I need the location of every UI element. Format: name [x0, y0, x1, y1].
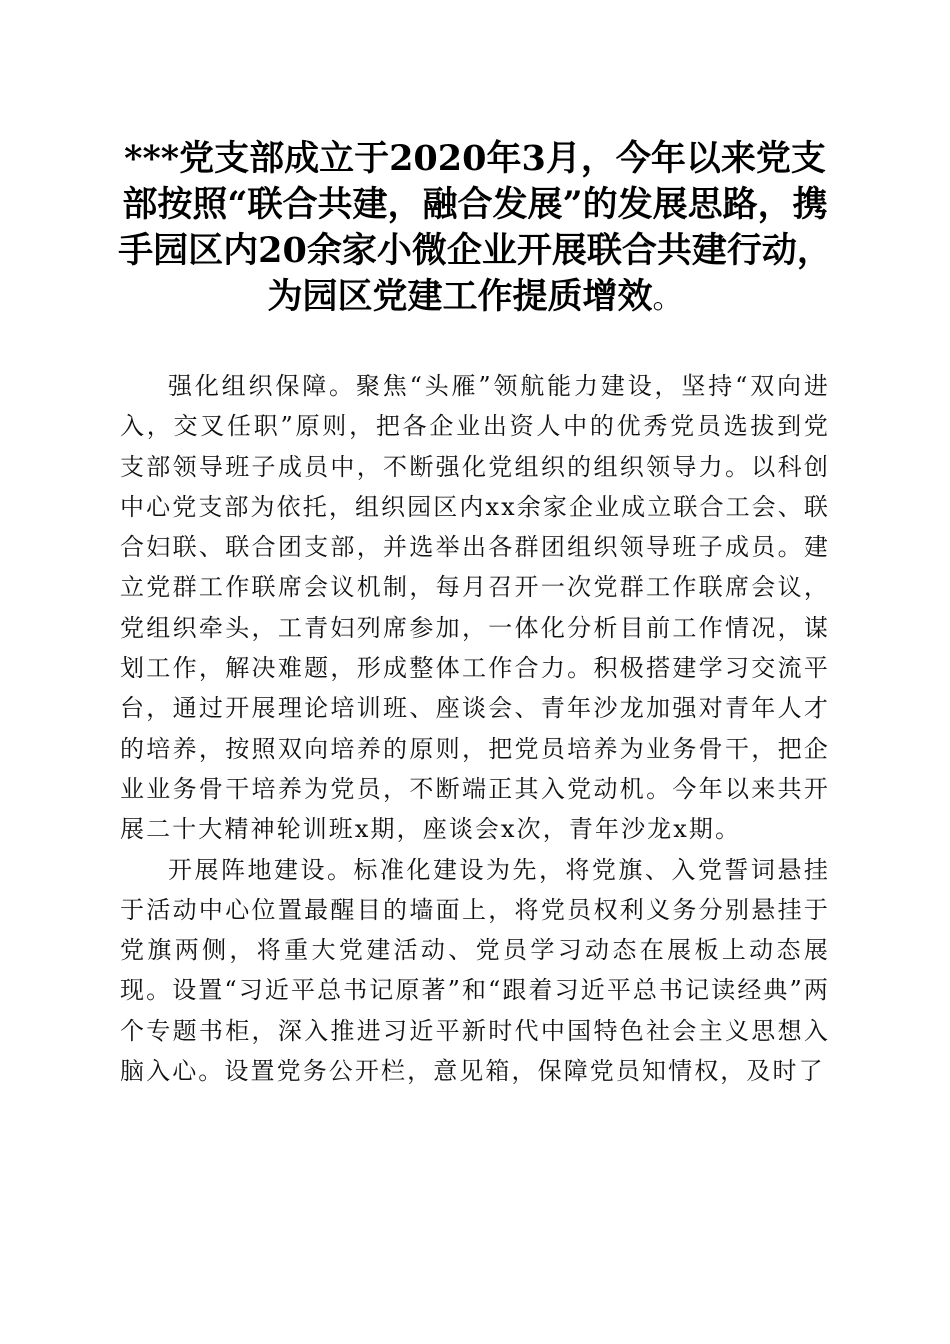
document-body [120, 366, 830, 1091]
paragraph-position-building: 开展阵地建设。标准化建设为先，将党旗、入党誓词悬挂于活动中心位置最醒目的墙面上，将党员权利义务分别悬挂于党旗两侧，将重大党建活动、党员学习动态在展板上动态展现。设置“习近平总书记原著”和“跟着习近平总书记读经典”两个专题书柜，深入推进习近平新时代中国特色社会主义思想入脑入心。设置党务公开栏，意见箱，保障党员知情权，及时了 [120, 855, 830, 1086]
title-end-punctuation: 。 [652, 281, 683, 316]
document-title [118, 136, 832, 322]
paragraph-organization: 强化组织保障。聚焦“头雁”领航能力建设，坚持“双向进入，交叉任职”原则，把各企业出资人中的优秀党员选拔到党支部领导班子成员中，不断强化党组织的组织领导力。以科创中心党支部为依托，组织园区内xx余家企业成立联合工会、联合妇联、联合团支部，并选举出各群团组织领导班子成员。建立党群工作联席会议机制，每月召开一次党群工作联席会议，党组织牵头，工青妇列席参加，一体化分析目前工作情况，谋划工作，解决难题，形成整体工作合力。积极搭建学习交流平台，通过开展理论培训班、座谈会、青年沙龙加强对青年人才的培养，按照双向培养的原则，把党员培养为业务骨干，把企业业务骨干培养为党员，不断端正其入党动机。今年以来共开展二十大精神轮训班x期，座谈会x次，青年沙龙x期。 [120, 372, 830, 844]
title-text: ***党支部成立于2020年3月，今年以来党支部按照“联合共建，融合发展”的发展思路，携手园区内20余家小微企业开展联合共建行动，为园区党建工作提质增效 [118, 138, 832, 317]
